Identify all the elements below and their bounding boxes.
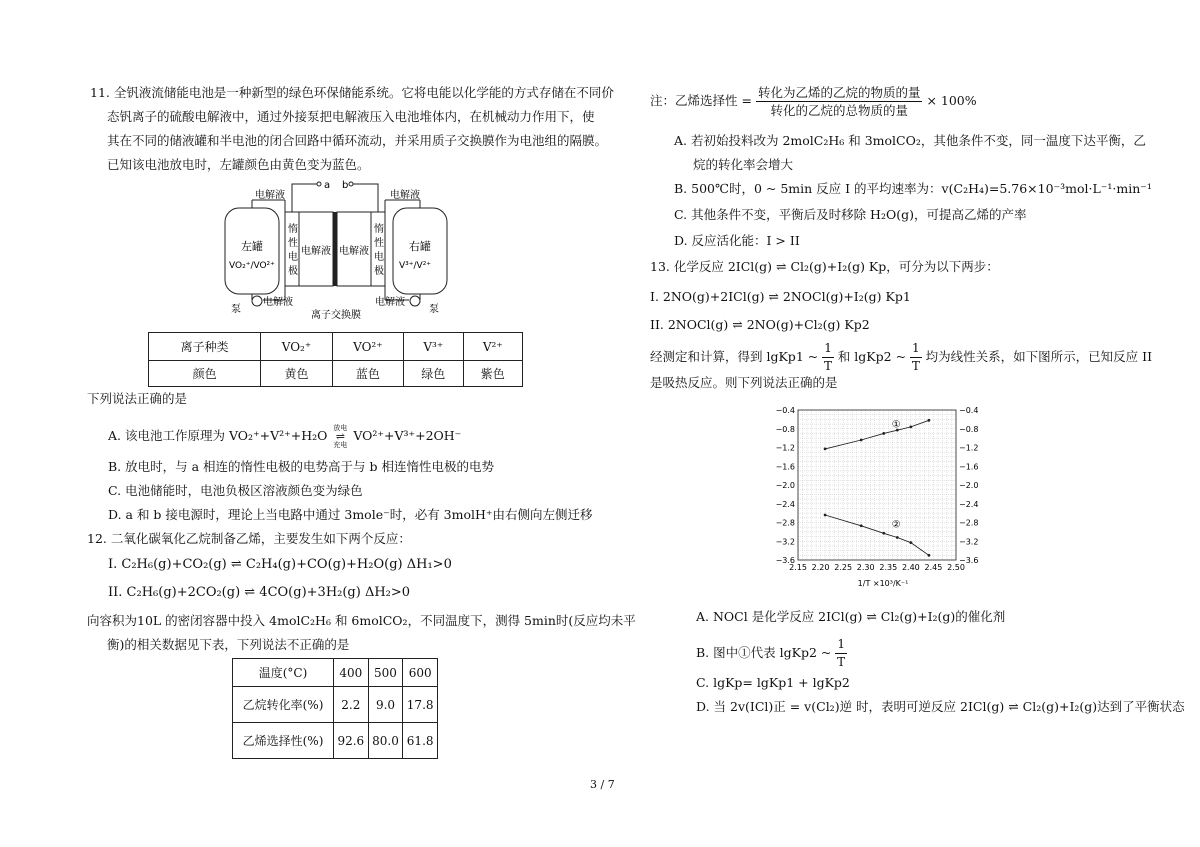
y-tick-label-left: −3.6 (775, 556, 795, 565)
y-tick-label-left: −2.8 (775, 518, 795, 528)
y-tick-label-right: −2.0 (959, 481, 979, 490)
q12-text-2: 衡)的相关数据见下表，下列说法不正确的是 (107, 637, 350, 652)
series-label-2: ② (891, 519, 901, 531)
series-1-point (824, 448, 827, 451)
svg-text:惰: 惰 (374, 224, 384, 235)
selectivity-note: 注：乙烯选择性 = $\frac{\text{转化为乙烯的乙烷的物质的量}}{\text{转化的乙烷的总物质的量}}$ × 100% (650, 85, 977, 118)
flow-battery-diagram (215, 176, 455, 322)
left-pump (252, 296, 262, 306)
x-axis-label: 1/T ×10³/K⁻¹ (857, 579, 909, 588)
q13-step-2: II. 2NOCl(g) ⇌ 2NO(g)+Cl₂(g) Kp2 (650, 317, 870, 332)
y-tick-label-right: −3.6 (959, 556, 979, 565)
q13-option-b: B. 图中①代表 lgKp2 ~ $\frac{1}{T}$ (696, 637, 846, 669)
series-1-point (909, 425, 912, 428)
x-tick-label: 2.40 (901, 563, 920, 572)
y-tick-label-right: −1.2 (959, 443, 979, 453)
y-tick-label-right: −2.8 (959, 518, 979, 528)
series-2-point (882, 532, 885, 535)
series-2-point (860, 524, 863, 527)
q12-option-a-cont: 烷的转化率会增大 (693, 157, 794, 172)
ion-color-table: 离子种类 VO₂⁺ VO²⁺ V³⁺ V²⁺ 颜色 黄色 蓝色 绿色 紫色 (148, 332, 523, 387)
right-pump (410, 296, 420, 306)
svg-text:性: 性 (288, 238, 298, 249)
svg-text:泵: 泵 (429, 304, 439, 315)
y-tick-label-left: −2.0 (775, 481, 795, 490)
series-2-point (824, 514, 827, 517)
q12-option-d: D. 反应活化能：I > II (674, 233, 800, 248)
q12-option-c: C. 其他条件不变，平衡后及时移除 H₂O(g)，可提高乙烯的产率 (674, 207, 1027, 222)
y-tick-label-right: −0.8 (959, 424, 979, 434)
svg-text:右罐: 右罐 (409, 240, 431, 253)
q13-option-a: A. NOCl 是化学反应 2ICl(g) ⇌ Cl₂(g)+I₂(g)的催化剂 (696, 609, 1006, 624)
y-tick-label-left: −2.4 (775, 499, 795, 509)
x-tick-label: 2.35 (879, 563, 898, 572)
svg-text:泵: 泵 (231, 304, 241, 315)
series-2-point (896, 536, 899, 539)
q12-reaction-1: I. C₂H₆(g)+CO₂(g) ⇌ C₂H₄(g)+CO(g)+H₂O(g) ΔH₁>0 (108, 557, 452, 572)
series-line-1 (825, 420, 929, 449)
svg-text:电解液: 电解液 (339, 246, 369, 257)
q13-option-d: D. 当 2v(ICl)正 = v(Cl₂)逆 时，表明可逆反应 2ICl(g) ⇌ Cl₂(g)+I₂(g)达到了平衡状态 (696, 699, 1185, 714)
y-tick-label-left: −1.6 (775, 462, 795, 472)
series-label-1: ① (891, 419, 901, 431)
svg-text:电解液: 电解液 (263, 297, 293, 308)
svg-text:左罐: 左罐 (241, 240, 263, 253)
y-tick-label-left: −0.8 (775, 424, 795, 434)
series-2-point (928, 554, 931, 557)
svg-text:惰: 惰 (288, 224, 298, 235)
x-tick-label: 2.45 (924, 563, 943, 572)
y-tick-label-right: −0.4 (959, 406, 979, 415)
svg-text:电解液: 电解液 (390, 190, 420, 201)
x-tick-label: 2.15 (789, 563, 807, 572)
y-tick-label-right: −2.4 (959, 499, 979, 509)
svg-text:电解液: 电解液 (301, 246, 331, 257)
svg-text:电: 电 (288, 252, 298, 263)
q11-option-b: B. 放电时，与 a 相连的惰性电极的电势高于与 b 相连惰性电极的电势 (108, 459, 494, 474)
y-tick-label-left: −1.2 (775, 443, 795, 453)
x-tick-label: 2.25 (834, 563, 853, 572)
svg-text:V³⁺/V²⁺: V³⁺/V²⁺ (399, 261, 432, 271)
svg-text:极: 极 (288, 266, 298, 277)
series-1-point (860, 439, 863, 442)
q13-text-2: 是吸热反应。则下列说法正确的是 (650, 375, 838, 390)
q13-option-c: C. lgKp= lgKp1 + lgKp2 (696, 675, 850, 690)
q11-option-d: D. a 和 b 接电源时，理论上当电路中通过 3mole⁻时，必有 3molH⁺由右侧向左侧迁移 (108, 507, 593, 522)
q11-line-4: 已知该电池放电时，左罐颜色由黄色变为蓝色。 (107, 157, 370, 172)
terminal-a: a (324, 180, 331, 191)
q12-reaction-2: II. C₂H₆(g)+2CO₂(g) ⇌ 4CO(g)+3H₂(g) ΔH₂>0 (108, 585, 411, 600)
page-number: 3 / 7 (590, 778, 615, 791)
terminal-b: b (342, 180, 349, 191)
svg-text:极: 极 (374, 266, 384, 277)
series-2-point (909, 541, 912, 544)
x-tick-label: 2.30 (856, 563, 875, 572)
q12-option-a: A. 若初始投料改为 2molC₂H₆ 和 3molCO₂，其他条件不变，同一温度下达平衡，乙 (674, 133, 1146, 148)
svg-text:离子交换膜: 离子交换膜 (311, 310, 361, 321)
q11-stem: 下列说法正确的是 (87, 391, 188, 406)
y-tick-label-left: −3.2 (775, 537, 795, 547)
x-tick-label: 2.50 (947, 563, 965, 572)
svg-text:性: 性 (374, 238, 384, 249)
q13-step-1: I. 2NO(g)+2ICl(g) ⇌ 2NOCl(g)+I₂(g) Kp1 (650, 289, 911, 304)
x-tick-label: 2.20 (811, 563, 830, 572)
svg-text:电解液: 电解液 (375, 297, 405, 308)
q11-option-a: A. 该电池工作原理为 VO₂⁺+V²⁺+H₂O 放电 ⇌ 充电 VO²⁺+V³⁺+2OH⁻ (108, 424, 462, 449)
q12-option-b: B. 500℃时，0 ~ 5min 反应 I 的平均速率为：v(C₂H₄)=5.76×10⁻³mol·L⁻¹·min⁻¹ (674, 181, 1152, 196)
q13-title: 13. 化学反应 2ICl(g) ⇌ Cl₂(g)+I₂(g) Kp，可分为以下两步： (650, 259, 999, 274)
q11-line-3: 其在不同的储液罐和半电池的闭合回路中循环流动，并采用质子交换膜作为电池组的隔膜。 (107, 133, 608, 148)
q11-line-2: 态钒离子的硫酸电解液中，通过外接泵把电解液压入电池堆体内，在机械动力作用下，使 (107, 109, 595, 124)
q11-line-1: 11. 全钒液流储能电池是一种新型的绿色环保储能系统。它将电能以化学能的方式存储在不同价 (90, 85, 614, 100)
q12-text-1: 向容积为10L 的密闭容器中投入 4molC₂H₆ 和 6molCO₂，不同温度下，测得 5min时(反应均未平 (87, 613, 636, 628)
y-tick-label-right: −3.2 (959, 537, 979, 547)
q12-title: 12. 二氧化碳氧化乙烷制备乙烯，主要发生如下两个反应： (87, 531, 411, 546)
series-1-point (928, 419, 931, 422)
series-line-2 (825, 515, 929, 555)
svg-text:VO₂⁺/VO²⁺: VO₂⁺/VO²⁺ (229, 261, 275, 271)
y-tick-label-left: −0.4 (775, 406, 795, 415)
q11-option-c: C. 电池储能时，电池负极区溶液颜色变为绿色 (108, 483, 363, 498)
y-tick-label-right: −1.6 (959, 462, 979, 472)
svg-text:电解液: 电解液 (255, 190, 285, 201)
svg-text:电: 电 (374, 252, 384, 263)
lgk-vs-inverse-t-chart (756, 400, 996, 598)
ion-exchange-membrane (333, 212, 337, 286)
q13-text-1: 经测定和计算，得到 lgKp1 ~ $\frac{1}{T}$ 和 lgKp2 ~ $\frac{1}{T}$ 均为线性关系，如下图所示，已知反应 II (650, 341, 1153, 373)
series-1-point (882, 432, 885, 435)
q12-data-table: 温度(°C) 400 500 600 乙烷转化率(%) 2.2 9.0 17.8 乙烯选择性(%) 92.6 80.0 61.8 (232, 658, 438, 759)
